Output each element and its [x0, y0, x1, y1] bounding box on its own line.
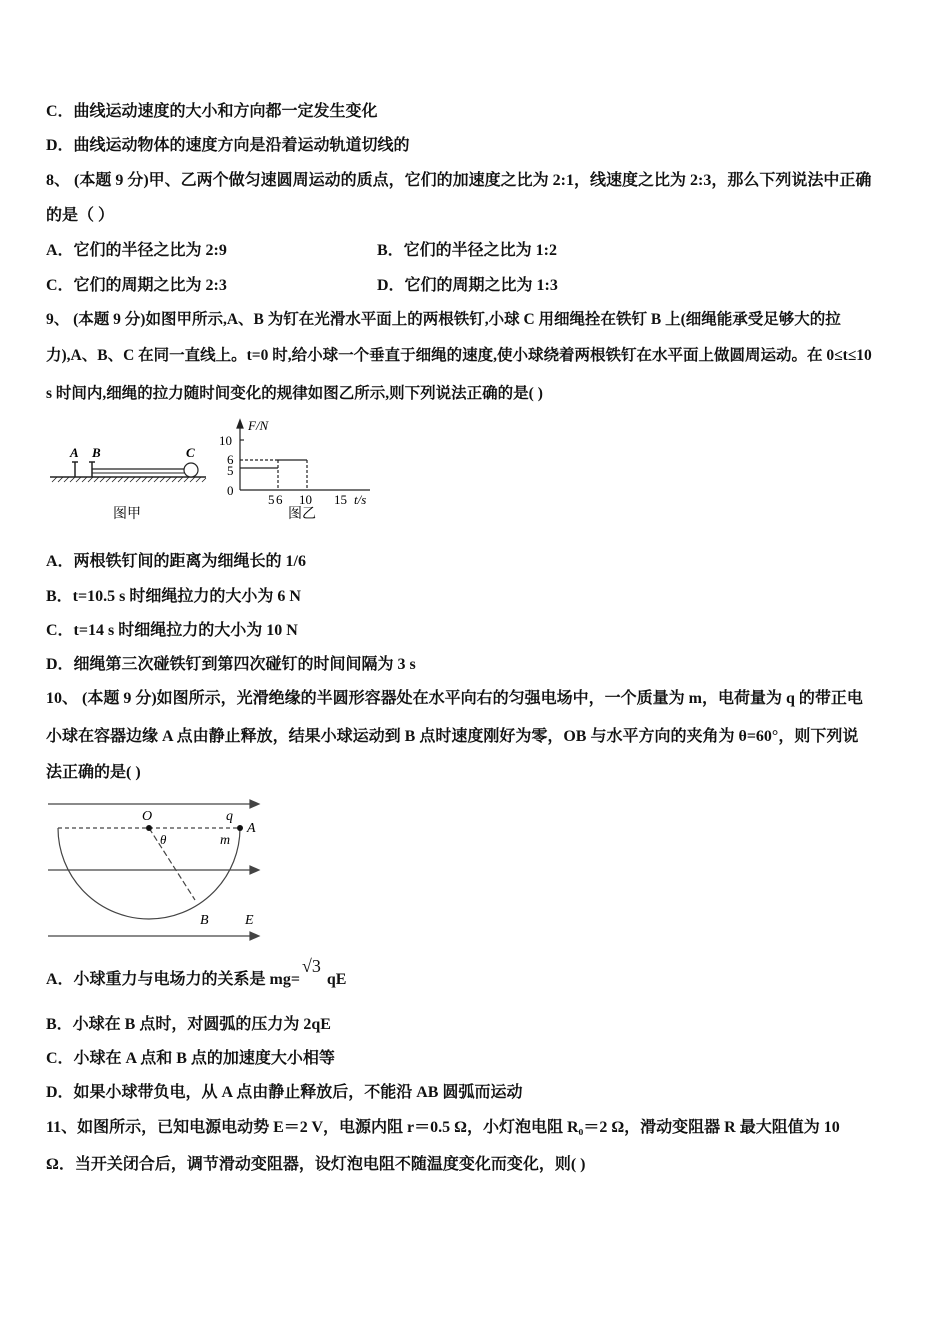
label-m: m: [220, 833, 231, 848]
option-a-text-end: qE: [322, 971, 347, 988]
q8-option-b: B．它们的半径之比为 1:2: [377, 242, 558, 259]
q7-option-c: C．曲线运动速度的大小和方向都一定发生变化: [46, 103, 378, 120]
q10-option-b: B．小球在 B 点时，对圆弧的压力为 2qE: [46, 1016, 331, 1033]
label-o: O: [142, 809, 153, 824]
y-tick: 0: [227, 483, 234, 498]
q9-option-b: B．t=10.5 s 时细绳拉力的大小为 6 N: [46, 588, 301, 605]
label-q: q: [226, 809, 233, 824]
label-e: E: [245, 913, 254, 928]
q7-option-d: D．曲线运动物体的速度方向是沿着运动轨道切线的: [46, 137, 410, 154]
q8-option-c: C．它们的周期之比为 2:3: [46, 277, 227, 294]
y-tick: 10: [219, 433, 232, 448]
q10-stem-cont: 小球在容器边缘 A 点由静止释放，结果小球运动到 B 点时速度刚好为零，OB 与水平方向的夹角为 θ=60°，则下列说: [46, 728, 859, 745]
label-b: B: [200, 913, 209, 928]
q8-option-a: A．它们的半径之比为 2:9: [46, 242, 227, 259]
x-tick: 10: [299, 492, 312, 507]
q9-option-a: A．两根铁钉间的距离为细绳长的 1/6: [46, 553, 307, 570]
label-a: A: [70, 445, 79, 460]
q9-option-c: C．t=14 s 时细绳拉力的大小为 10 N: [46, 622, 298, 639]
point-a: [237, 825, 243, 831]
q10-option-d: D．如果小球带负电，从 A 点由静止释放后，不能沿 AB 圆弧而运动: [46, 1084, 523, 1101]
y-tick: 6: [227, 452, 234, 467]
x-tick: 6: [276, 492, 283, 507]
q10-option-c: C．小球在 A 点和 B 点的加速度大小相等: [46, 1050, 335, 1067]
q9-stem-cont2: s 时间内,细绳的拉力随时间变化的规律如图乙所示,则下列说法正确的是( ): [46, 385, 543, 402]
x-axis-label: t/s: [354, 492, 367, 507]
center-o: [146, 825, 152, 831]
x-tick: 5: [268, 492, 275, 507]
sqrt-three: √3: [302, 956, 321, 976]
q9-stem: 9、 (本题 9 分)如图甲所示,A、B 为钉在光滑水平面上的两根铁钉,小球 C 用细绳拴在铁钉 B 上(细绳能承受足够大的拉: [46, 311, 841, 328]
q10-stem: 10、 (本题 9 分)如图所示，光滑绝缘的半圆形容器处在水平向右的匀强电场中，一个质量为 m，电荷量为 q 的带正电: [46, 690, 863, 707]
x-tick: 15: [334, 492, 347, 507]
q9-stem-cont: 力),A、B、C 在同一直线上。t=0 时,给小球一个垂直于细绳的速度,使小球绕着两根铁钉在水平面上做圆周运动。在 0≤t≤10: [46, 347, 872, 364]
y-axis-label: F/N: [248, 418, 269, 433]
q9-figure: [40, 410, 400, 530]
ball-c: [184, 463, 198, 477]
q10-stem-cont2: 法正确的是( ): [46, 764, 141, 781]
q10-figure: [40, 790, 270, 950]
q8-stem-cont: 的是（ ）: [46, 207, 115, 224]
figure-a-diagram: [50, 462, 206, 482]
option-a-text: A．小球重力与电场力的关系是 mg=: [46, 971, 301, 988]
q11-stem: 11、如图所示，已知电源电动势 E＝2 V，电源内阻 r＝0.5 Ω，小灯泡电阻 R₀＝2 Ω，滑动变阻器 R 最大阻值为 10: [46, 1119, 840, 1136]
q9-option-d: D．细绳第三次碰铁钉到第四次碰钉的时间间隔为 3 s: [46, 656, 416, 673]
caption-b: 图乙: [288, 507, 316, 522]
q8-option-d: D．它们的周期之比为 1:3: [377, 277, 558, 294]
label-a: A: [247, 821, 256, 836]
label-theta: θ: [160, 832, 167, 847]
y-tick: 5: [227, 463, 234, 478]
caption-a: 图甲: [113, 507, 141, 522]
q8-stem: 8、 (本题 9 分)甲、乙两个做匀速圆周运动的质点，它们的加速度之比为 2:1，线速度之比为 2:3，那么下列说法中正确: [46, 172, 872, 189]
q11-stem-cont: Ω．当开关闭合后，调节滑动变阻器，设灯泡电阻不随温度变化而变化，则( ): [46, 1156, 586, 1173]
label-c: C: [186, 445, 195, 460]
label-b: B: [92, 445, 101, 460]
q10-option-a: [46, 956, 347, 990]
semicircle-container: [58, 828, 240, 919]
